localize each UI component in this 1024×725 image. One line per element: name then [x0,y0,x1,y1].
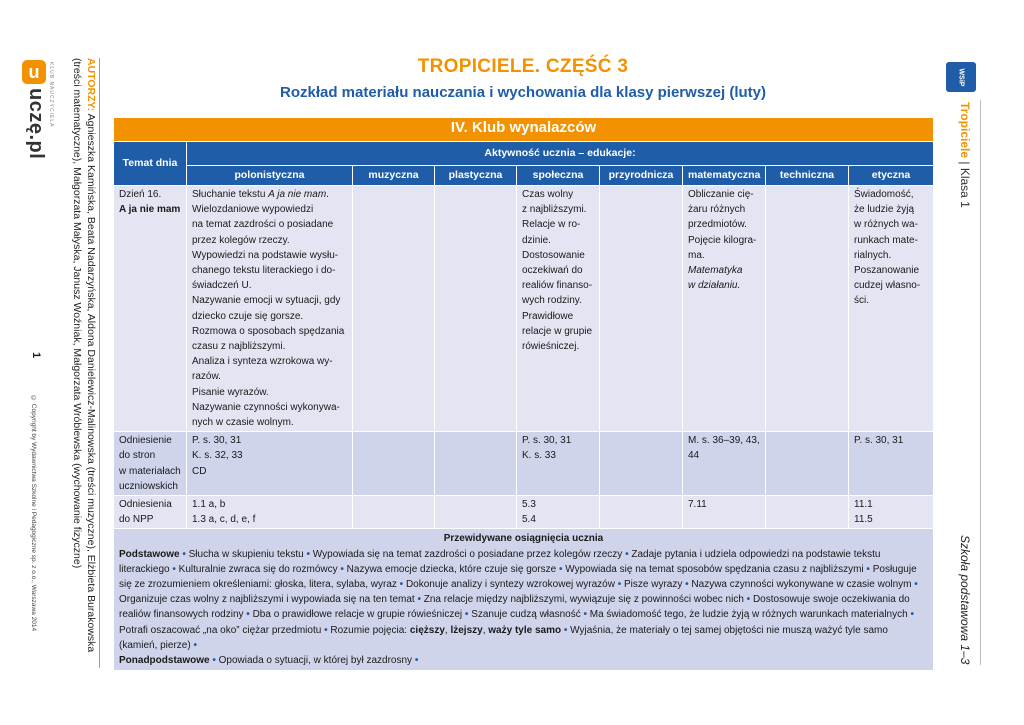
cell-plastyczna [435,186,517,432]
achievement-item: Organizuje czas wolny z najbliższymi i wypowiada się na ten temat [119,594,415,606]
npp-spoleczna [517,496,600,529]
page-subtitle: Rozkład materiału nauczania i wychowania dla klasy pierwszej (luty) [280,84,766,101]
cell-line: ści. [854,295,869,307]
column-header: przyrodnicza [600,166,683,186]
bullet-icon: • [243,609,253,621]
refs-muzyczna [353,432,435,496]
cell-line: w różnych wa- [854,219,918,231]
achievements-title: Przewidywane osiągnięcia ucznia [443,533,604,545]
cell-line: z najbliższymi. [522,204,587,216]
achievement-item: Wypowiada się na temat sposobów spędzania czasu z najbliższymi [565,563,864,575]
cell-line: do stron [119,450,156,462]
school-level: Szkoła podstawowa 1–3 [958,535,972,665]
achievement-item: Nazywa czynności wykonywane w czasie wolnym [691,579,912,591]
cell-line: przedmiotów. [688,219,747,231]
cell-line: Analiza i synteza wzrokowa wy- [192,356,333,368]
cell-line: 44 [688,450,700,462]
authors-block [70,58,98,678]
cell-line: na temat zazdrości o posiadane [192,219,334,231]
cell-line: Pojęcie kilogra- [688,234,757,246]
cell-techniczna [766,186,849,432]
column-header: społeczna [517,166,600,186]
wsip-logo-text: WSiP [957,68,965,86]
achievements-advanced-label: Ponadpodstawowe [119,655,210,667]
cell-line: K. s. 33 [522,450,556,462]
cell-line: Relacje w ro- [522,219,581,231]
cell-line: dziecko czuje się gorsze. [192,310,304,322]
bullet-icon: • [580,609,590,621]
achievement-item: Nazywa emocje dziecka, które czuje się gorsze [346,563,557,575]
authors-line-2: (treści matematyczne), Małgorzata Małyska, Janusz Woźniak, Małgorzata Wróblewska (wychowanie fizyczne) [71,58,83,569]
achievements-basic [119,547,928,653]
achievement-item: Zadaje pytania i udziela odpowiedzi na podstawie tekstu literackiego [119,548,881,575]
refs-polonistyczna [187,432,353,496]
cell-line: dzinie. [522,234,551,246]
npp-label [114,496,187,529]
ucze-logo[interactable] [22,60,48,170]
refs-techniczna [766,432,849,496]
npp-techniczna [766,496,849,529]
achievement-item: Zna relacje między najbliższymi, wywiązuje się z powinności wobec nich [423,594,744,606]
refs-matematyczna [683,432,766,496]
cell-line-part: A ja nie mam [268,189,327,200]
left-strip [0,0,112,725]
achievement-item: Opowiada o sytuacji, w której był zazdrosny [218,655,413,667]
ucze-logo-icon: u [22,60,46,84]
left-divider [99,58,100,668]
achievement-item: Posługuje się ze zrozumieniem określeniami: głoska, litera, sylaba, wyraz [119,563,917,591]
column-header: muzyczna [353,166,435,186]
achievements-basic-label: Podstawowe [119,548,180,560]
cell-line [192,187,347,202]
cell-line: rialnych. [854,249,892,261]
cell-line-part: Słuchanie tekstu [192,189,269,200]
bullet-icon: • [179,548,189,560]
bullet-icon: • [303,548,313,560]
cell-line: realiów finanso- [522,280,593,292]
bullet-icon: • [209,655,219,667]
column-header: plastyczna [435,166,517,186]
cell-line: Wielozdaniowe wypowiedzi [192,204,314,216]
cell-line: Obliczanie cię- [688,189,754,200]
cell-przyrodnicza [600,186,683,432]
day-cell [114,186,187,432]
bullet-icon: • [321,624,331,636]
bullet-icon: • [907,609,914,621]
bullet-icon: • [863,563,873,575]
cell-line: razów. [192,371,221,383]
authors-line-1: Agnieszka Kamińska, Beata Nadarzyńska, Aldona Danielewicz-Malinowska (treści muzyczne), Elżbieta Burakowska [85,111,97,653]
achievement-item: Pisze wyrazy [624,579,683,591]
npp-matematyczna [683,496,766,529]
cell-line: w materiałach [119,465,181,477]
cell-line: Odniesienia [119,499,172,511]
cell-line: 1.1 a, b [192,499,226,511]
cell-line: P. s. 30, 31 [192,435,242,447]
cell-line: przez kolegów rzeczy. [192,234,290,246]
bullet-icon: • [743,594,753,606]
refs-etyczna [849,432,934,496]
npp-plastyczna [435,496,517,529]
cell-line: Pisanie wyrazów. [192,386,269,398]
bullet-icon: • [556,563,566,575]
cell-line: Matematyka [688,265,743,277]
bullet-icon: • [337,563,347,575]
bullet-icon: • [414,594,424,606]
cell-line: do NPP [119,514,154,526]
refs-spoleczna [517,432,600,496]
npp-przyrodnicza [600,496,683,529]
achievement-item: Ma świadomość tego, że ludzie żyją w różnych warunkach materialnych [589,609,908,621]
bullet-icon: • [462,609,472,621]
cell-line: 7.11 [688,499,707,511]
achievement-item: Dostosowuje swoje oczekiwania do realiów finansowych rodziny [119,594,910,621]
authors-label: AUTORZY: [85,58,97,112]
cell-line: P. s. 30, 31 [854,435,904,447]
cell-spoleczna [517,186,600,432]
refs-label [114,432,187,496]
cell-line: Prawidłowe [522,310,574,322]
cell-line: Poszanowanie [854,265,920,277]
achievements-cell [114,529,934,671]
cell-line: relacje w grupie [522,325,593,337]
cell-line: Nazywanie czynności wykonywa- [192,401,340,413]
day-topic: A ja nie mam [119,204,181,216]
cell-line: nych w czasie wolnym. [192,417,294,429]
cell-line: 5.3 [522,499,536,511]
cell-line: CD [192,465,207,477]
bullet-icon: • [169,563,179,575]
cell-line: oczekiwań do [522,265,583,277]
achievement-item: Dba o prawidłowe relacje w grupie rówieśniczej [252,609,463,621]
bullet-icon: • [412,655,419,667]
cell-line: świadczeń U. [192,280,252,292]
wsip-logo[interactable] [946,62,976,92]
lesson-plan-table [113,117,934,671]
bullet-icon: • [682,579,692,591]
series-name: Tropiciele [958,102,972,159]
cell-line: runkach mate- [854,234,918,246]
section-title: IV. Klub wynalazców [114,118,934,142]
page-number: 1 [30,352,42,359]
achievement-item: Dokonuje analizy i syntezy wzrokowej wyrazów [405,579,615,591]
cell-polonistyczna [187,186,353,432]
cell-line: ma. [688,249,705,261]
npp-etyczna [849,496,934,529]
cell-line: żaru różnych [688,204,746,216]
cell-line: Nazywanie emocji w sytuacji, gdy [192,295,341,307]
achievement-item: Potrafi oszacować „na oko” ciężar przedmiotu [119,624,322,636]
cell-line: cudzej własno- [854,280,921,292]
cell-line: Świadomość, [854,189,914,200]
cell-line: 5.4 [522,514,536,526]
column-header: polonistyczna [187,166,353,186]
copyright: © Copyright by Wydawnictwa Szkolne i Pedagogiczne sp. z o.o., Warszawa 2014 [30,395,37,632]
column-header: etyczna [849,166,934,186]
cell-line: w działaniu. [688,280,741,292]
bullet-icon: • [561,624,571,636]
bullet-icon: • [396,579,406,591]
activity-header: Aktywność ucznia – edukacje: [187,142,934,166]
cell-line: P. s. 30, 31 [522,435,572,447]
series-label [958,102,972,208]
cell-line: wych rodziny. [522,295,582,307]
day-label: Dzień 16. [119,189,162,200]
bullet-icon: • [622,548,632,560]
achievement-item: Wyjaśnia, że materiały o tej samej objętości nie muszą ważyć tyle samo (kamień, pierze) [119,624,888,651]
ucze-logo-subtitle: KLUB NAUCZYCIELA [48,62,54,128]
right-divider [980,100,981,665]
page-title: TROPICIELE. CZĘŚĆ 3 [417,56,629,77]
cell-matematyczna [683,186,766,432]
cell-line: Odniesienie [119,435,172,447]
bullet-icon: • [190,639,197,651]
cell-line-part: . [326,189,329,200]
cell-line: 11.5 [854,514,873,526]
bullet-icon: • [911,579,918,591]
topic-header: Temat dnia [114,142,187,186]
bullet-icon: • [614,579,624,591]
cell-muzyczna [353,186,435,432]
achievement-item: Słucha w skupieniu tekstu [188,548,304,560]
cell-line: Czas wolny [522,189,574,200]
cell-line: czasu z najbliższymi. [192,341,286,353]
cell-line: uczniowskich [119,480,178,492]
column-header: matematyczna [683,166,766,186]
achievement-item: Wypowiada się na temat zazdrości o posiadane przez kolegów rzeczy [312,548,623,560]
refs-przyrodnicza [600,432,683,496]
refs-plastyczna [435,432,517,496]
cell-line: 1.3 a, c, d, e, f [192,514,256,526]
cell-line: Wypowiedzi na podstawie wysłu- [192,249,339,261]
achievements-advanced [119,653,928,668]
cell-line: K. s. 32, 33 [192,450,243,462]
cell-line: chanego tekstu literackiego i do- [192,265,336,277]
cell-line: 11.1 [854,499,873,511]
ucze-logo-text: uczę.pl [25,88,47,160]
achievement-item: Kulturalnie zwraca się do rozmówcy [178,563,338,575]
achievement-item: Szanuje cudzą własność [471,609,581,621]
cell-line: że ludzie żyją [854,204,915,216]
column-header: techniczna [766,166,849,186]
cell-line: Dostosowanie [522,249,585,261]
cell-line: rówieśniczej. [522,341,580,353]
achievement-item: Rozumie pojęcia: cięższy, lżejszy, waży tyle samo [330,624,562,636]
cell-etyczna [849,186,934,432]
cell-line: Rozmowa o sposobach spędzania [192,325,345,337]
npp-muzyczna [353,496,435,529]
cell-line: M. s. 36–39, 43, [688,435,760,447]
series-class: | Klasa 1 [958,158,972,208]
npp-polonistyczna [187,496,353,529]
